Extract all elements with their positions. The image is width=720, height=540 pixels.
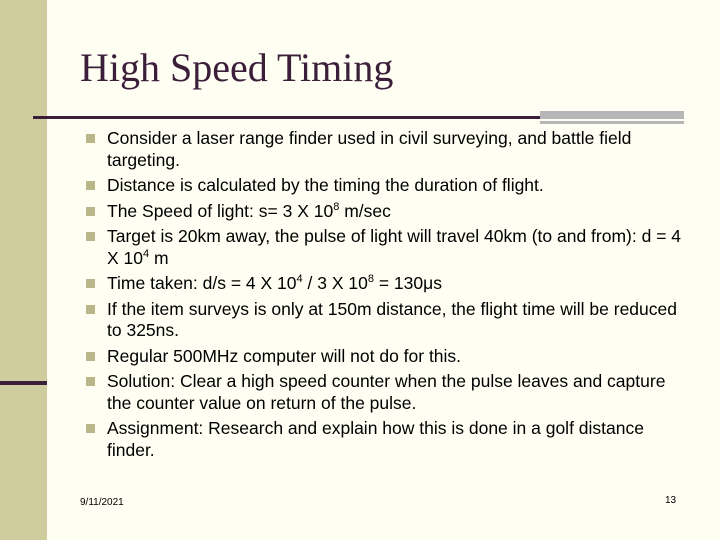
bullet-text: Target is 20km away, the pulse of light will travel 40km (to and from): d = 4 X 10 xyxy=(107,226,682,268)
title-accent-bar xyxy=(540,111,684,119)
bullet-item xyxy=(86,371,686,414)
bullet-text: Time taken: d/s = 4 X 10 xyxy=(107,273,297,293)
page-number: 13 xyxy=(665,495,677,506)
bullet-item xyxy=(86,418,686,461)
square-bullet-icon xyxy=(86,377,95,386)
slide-title: High Speed Timing xyxy=(80,45,394,90)
left-decorative-band xyxy=(0,0,47,540)
bullet-text: Distance is calculated by the timing the duration of flight. xyxy=(107,175,544,195)
exponent: 8 xyxy=(333,200,340,213)
exponent: 4 xyxy=(143,247,150,260)
square-bullet-icon xyxy=(86,207,95,216)
bullet-text: Assignment: Research and explain how this is done in a golf distance finder. xyxy=(107,418,644,460)
title-accent-bar-thin xyxy=(540,121,684,124)
bullet-item xyxy=(86,346,686,368)
left-band-rule xyxy=(0,381,47,385)
bullet-text: m xyxy=(149,247,169,268)
bullet-text: / 3 X 10 xyxy=(302,273,368,293)
bullet-text: Solution: Clear a high speed counter when the pulse leaves and capture the counter value on return of the pulse. xyxy=(107,371,666,413)
square-bullet-icon xyxy=(86,424,95,433)
bullet-item xyxy=(86,175,686,197)
bullet-text: The Speed of light: s= 3 X 10 xyxy=(107,200,334,221)
square-bullet-icon xyxy=(86,134,95,143)
bullet-text: = 130μs xyxy=(373,273,442,293)
square-bullet-icon xyxy=(86,232,95,241)
bullet-item xyxy=(86,299,686,342)
square-bullet-icon xyxy=(86,352,95,361)
square-bullet-icon xyxy=(86,305,95,314)
exponent: 4 xyxy=(296,273,303,286)
footer-date: 9/11/2021 xyxy=(80,497,124,508)
bullet-text: Regular 500MHz computer will not do for this. xyxy=(107,345,462,366)
exponent: 8 xyxy=(367,273,374,286)
bullet-item xyxy=(86,201,686,223)
bullet-item xyxy=(86,226,686,269)
bullet-text: If the item surveys is only at 150m distance, the flight time will be reduced to 325ns. xyxy=(107,298,677,340)
bullet-list xyxy=(86,128,686,465)
square-bullet-icon xyxy=(86,279,95,288)
square-bullet-icon xyxy=(86,181,95,190)
bullet-text: m/sec xyxy=(339,200,391,221)
bullet-text: Consider a laser range finder used in civil surveying, and battle field targeting. xyxy=(107,128,632,170)
bullet-item xyxy=(86,273,686,295)
bullet-item xyxy=(86,128,686,171)
